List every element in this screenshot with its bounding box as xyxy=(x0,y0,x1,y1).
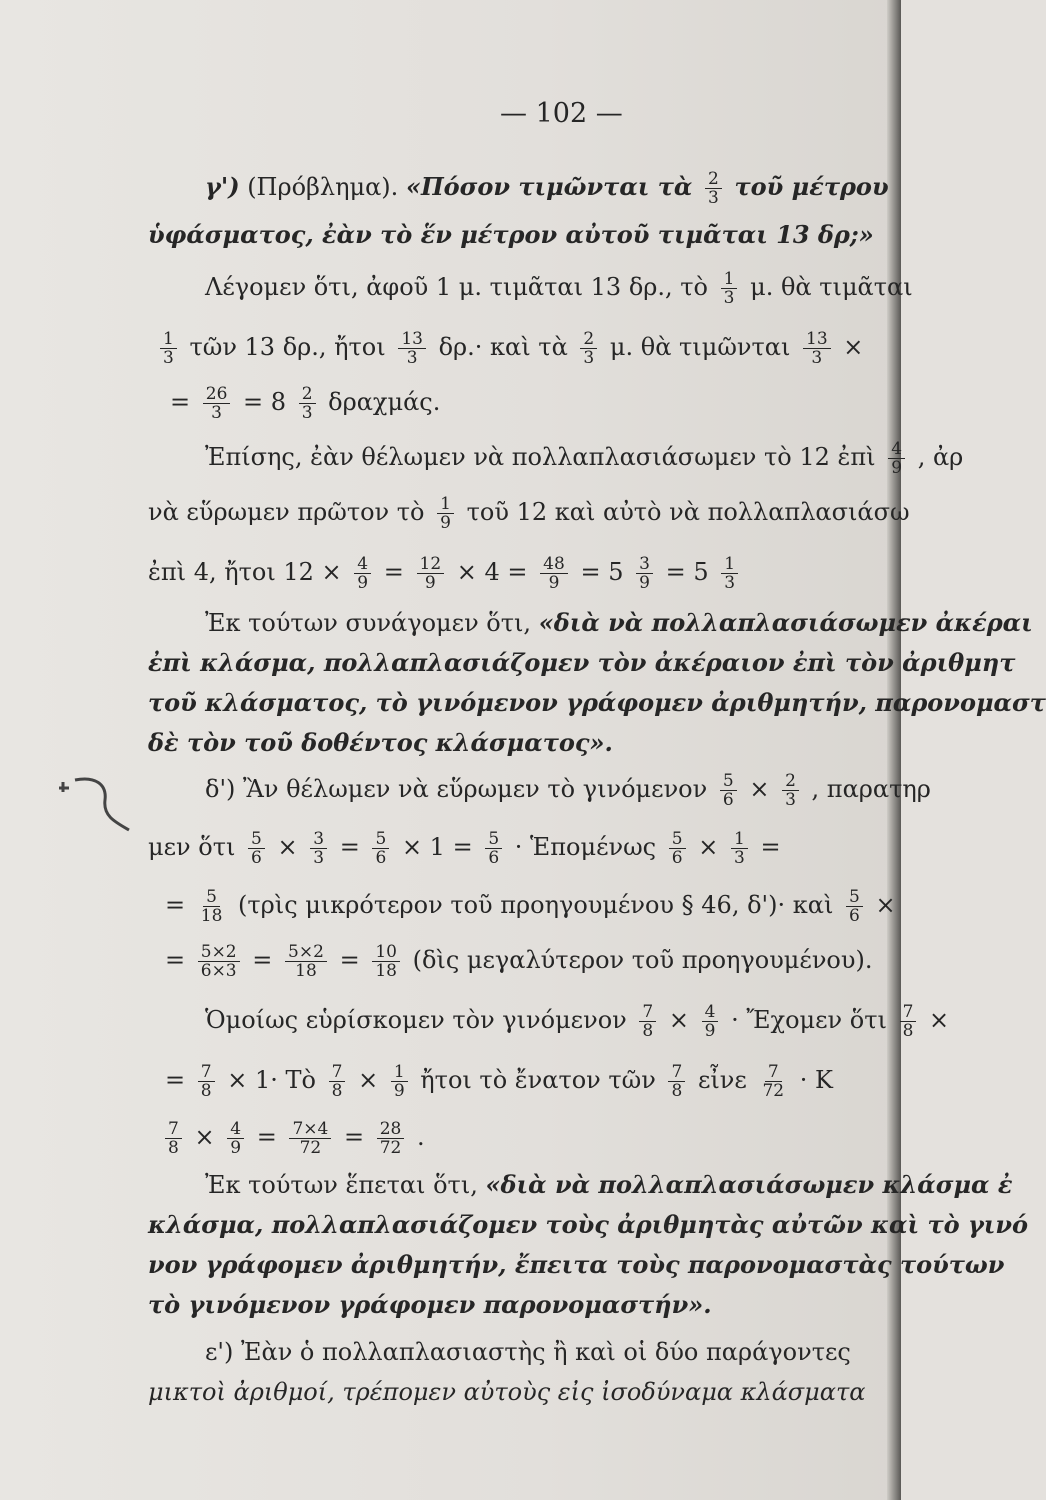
text-span: × 1· Τὸ xyxy=(227,1066,316,1094)
numerator: 7 xyxy=(668,1063,685,1082)
text-span: × 4 = xyxy=(456,558,528,586)
denominator: 9 xyxy=(440,513,451,533)
denominator: 3 xyxy=(785,790,796,810)
text-span: , παρατηρ xyxy=(811,775,931,803)
fraction xyxy=(540,555,568,592)
numerator: 5×2 xyxy=(198,943,240,962)
denominator: 3 xyxy=(313,848,325,868)
denominator: 8 xyxy=(331,1081,343,1101)
text-line xyxy=(205,170,889,207)
text-span: = xyxy=(165,1066,186,1094)
fraction xyxy=(900,1003,917,1040)
text-span: = xyxy=(383,558,404,586)
denominator: 6 xyxy=(488,848,500,868)
text-line xyxy=(160,1120,425,1157)
denominator: 3 xyxy=(811,348,823,368)
page-number: — 102 — xyxy=(500,98,623,129)
numerator: 5 xyxy=(846,888,863,907)
denominator: 8 xyxy=(671,1081,683,1101)
text-span: × xyxy=(749,775,770,803)
denominator: 6 xyxy=(671,848,683,868)
fraction xyxy=(203,385,231,422)
text-span: × xyxy=(668,1006,689,1034)
denominator: 8 xyxy=(168,1138,179,1158)
numerator: 48 xyxy=(540,555,568,574)
denominator: 9 xyxy=(639,573,650,593)
text-span: = xyxy=(339,833,360,861)
denominator: 9 xyxy=(704,1021,716,1041)
text-span: = xyxy=(343,1123,365,1151)
text-span: = xyxy=(256,1123,277,1151)
text-line: ὑφάσματος, ἐὰν τὸ ἕν μέτρον αὐτοῦ τιμᾶται 13 δρ;» xyxy=(148,220,874,249)
text-line xyxy=(148,830,781,867)
text-span: · Ἑπομένως xyxy=(514,833,657,861)
numerator: 10 xyxy=(372,943,400,962)
text-line xyxy=(205,1003,949,1040)
fraction xyxy=(160,330,177,367)
numerator: 3 xyxy=(310,830,327,849)
text-span: μ. θὰ τιμᾶται xyxy=(750,273,913,301)
fraction xyxy=(782,772,799,809)
fraction xyxy=(639,1003,656,1040)
text-span: δραχμάς. xyxy=(328,388,441,416)
numerator: 2 xyxy=(782,772,799,791)
denominator: 6 xyxy=(722,790,734,810)
text-span: = 5 xyxy=(665,558,709,586)
numerator: 12 xyxy=(417,555,445,574)
denominator: 3 xyxy=(163,348,174,368)
denominator: 6 xyxy=(849,906,860,926)
fraction xyxy=(198,888,226,925)
numerator: 28 xyxy=(377,1120,405,1139)
numerator: 5 xyxy=(669,830,686,849)
numerator: 1 xyxy=(437,495,454,514)
denominator: 3 xyxy=(583,348,595,368)
numerator: 13 xyxy=(803,330,831,349)
text-line: κλάσμα, πολλαπλασιάζομεν τοὺς ἀριθμητὰς αὐτῶν καὶ τὸ γινό xyxy=(148,1210,1029,1239)
text-line xyxy=(170,385,440,422)
fraction xyxy=(720,772,737,809)
denominator: 3 xyxy=(724,573,736,593)
numerator: 26 xyxy=(203,385,231,404)
fraction xyxy=(731,830,748,867)
denominator: 3 xyxy=(301,403,313,423)
numerator: 1 xyxy=(721,555,738,574)
text-span: δρ.· καὶ τὰ xyxy=(438,333,568,361)
text-line: τὸ γινόμενον γράφομεν παρονομαστήν». xyxy=(148,1290,712,1319)
numerator: 7×4 xyxy=(289,1120,331,1139)
text-line: τοῦ κλάσματος, τὸ γινόμενον γράφομεν ἀριθμητήν, παρονομαστ xyxy=(148,688,1046,717)
text-span: × xyxy=(929,1006,950,1034)
text-line xyxy=(205,608,1033,638)
numerator: 4 xyxy=(354,555,371,574)
text-line xyxy=(148,495,910,532)
text-span: ἤτοι τὸ ἔνατον τῶν xyxy=(420,1066,656,1094)
handwritten-margin-mark xyxy=(55,770,135,840)
text-line xyxy=(205,270,913,307)
denominator: 3 xyxy=(733,848,745,868)
text-span: Ἐπίσης, ἐὰν θέλωμεν νὰ πολλαπλασιάσωμεν τὸ 12 ἐπὶ xyxy=(205,443,876,471)
denominator: 18 xyxy=(375,961,397,981)
fraction xyxy=(377,1120,405,1157)
text-span: × xyxy=(358,1066,379,1094)
fraction xyxy=(580,330,597,367)
fraction xyxy=(289,1120,331,1157)
text-line xyxy=(165,888,896,925)
denominator: 72 xyxy=(379,1138,402,1158)
numerator: 5 xyxy=(720,772,737,791)
text-span: = xyxy=(339,946,360,974)
text-span: = xyxy=(170,388,191,416)
denominator: 18 xyxy=(200,906,223,926)
text-line: ε') Ἐὰν ὁ πολλαπλασιαστὴς ἢ καὶ οἱ δύο παράγοντες xyxy=(205,1338,851,1366)
fraction xyxy=(329,1063,346,1100)
fraction xyxy=(705,170,722,207)
fraction xyxy=(165,1120,182,1157)
denominator: 18 xyxy=(295,961,317,981)
numerator: 4 xyxy=(888,440,905,459)
numerator: 7 xyxy=(165,1120,182,1139)
text-span: Ἐκ τούτων ἕπεται ὅτι, xyxy=(205,1171,478,1199)
numerator: 5×2 xyxy=(285,943,327,962)
denominator: 9 xyxy=(357,573,369,593)
denominator: 8 xyxy=(200,1081,212,1101)
numerator: 4 xyxy=(227,1120,244,1139)
text-span: τοῦ μέτρου xyxy=(734,172,889,201)
text-span: × xyxy=(277,833,298,861)
text-span: «διὰ νὰ πολλαπλασιάσωμεν κλάσμα ἐ xyxy=(485,1170,1013,1199)
numerator: 5 xyxy=(485,830,502,849)
text-span: , ἀρ xyxy=(917,443,964,471)
fraction xyxy=(372,943,400,980)
text-span: × xyxy=(698,833,719,861)
numerator: 4 xyxy=(702,1003,719,1022)
text-span: = xyxy=(252,946,273,974)
fraction xyxy=(227,1120,244,1157)
denominator: 6 xyxy=(375,848,387,868)
fraction xyxy=(198,1063,215,1100)
text-span: «διὰ νὰ πολλαπλασιάσωμεν ἀκέραι xyxy=(538,608,1033,637)
fraction xyxy=(759,1063,787,1100)
fraction xyxy=(485,830,502,867)
denominator: 9 xyxy=(424,573,436,593)
text-span: νὰ εὕρωμεν πρῶτον τὸ xyxy=(148,498,425,526)
fraction xyxy=(803,330,831,367)
text-span: . xyxy=(417,1123,425,1151)
fraction xyxy=(310,830,327,867)
denominator: 8 xyxy=(642,1021,654,1041)
denominator: 9 xyxy=(230,1138,242,1158)
text-span: × xyxy=(194,1123,215,1151)
text-span: Ἐκ τούτων συνάγομεν ὅτι, xyxy=(205,609,532,637)
numerator: 5 xyxy=(248,830,265,849)
fraction xyxy=(299,385,316,422)
text-line: ἐπὶ κλάσμα, πολλαπλασιάζομεν τὸν ἀκέραιον ἐπὶ τὸν ἀριθμητ xyxy=(148,648,1016,677)
denominator: 8 xyxy=(902,1021,914,1041)
text-span: δ') Ἂν θέλωμεν νὰ εὕρωμεν τὸ γινόμενον xyxy=(205,775,708,803)
text-span: (Πρόβλημα). xyxy=(247,173,399,201)
numerator: 7 xyxy=(900,1003,917,1022)
fraction xyxy=(372,830,389,867)
fraction xyxy=(669,830,686,867)
text-span: = xyxy=(165,891,186,919)
denominator: 9 xyxy=(548,573,560,593)
fraction xyxy=(285,943,327,980)
numerator: 1 xyxy=(731,830,748,849)
text-span: ἐπὶ 4, ἤτοι 12 × xyxy=(148,558,342,586)
text-line xyxy=(205,772,931,809)
text-span: = 5 xyxy=(580,558,624,586)
denominator: 6 xyxy=(251,848,262,868)
text-line xyxy=(205,440,963,477)
denominator: 72 xyxy=(762,1081,785,1101)
text-span: · Κ xyxy=(799,1066,833,1094)
fraction xyxy=(398,330,426,367)
fraction xyxy=(721,270,738,307)
fraction xyxy=(437,495,454,532)
text-span: εἶνε xyxy=(697,1066,747,1094)
fraction xyxy=(636,555,653,592)
text-line: μικτοὶ ἀριθμοί, τρέπομεν αὐτοὺς εἰς ἰσοδύναμα κλάσματα xyxy=(148,1378,866,1406)
numerator: 5 xyxy=(203,888,220,907)
text-span: × 1 = xyxy=(401,833,473,861)
numerator: 7 xyxy=(639,1003,656,1022)
text-line: νον γράφομεν ἀριθμητήν, ἔπειτα τοὺς παρονομαστὰς τούτων xyxy=(148,1250,1005,1279)
text-line xyxy=(165,943,872,980)
fraction xyxy=(417,555,445,592)
numerator: 3 xyxy=(636,555,653,574)
text-line xyxy=(155,330,863,367)
numerator: 7 xyxy=(198,1063,215,1082)
numerator: 5 xyxy=(372,830,389,849)
text-line xyxy=(148,555,743,592)
numerator: 2 xyxy=(580,330,597,349)
fraction xyxy=(198,943,240,980)
text-span: · Ἔχομεν ὅτι xyxy=(731,1006,887,1034)
text-line xyxy=(165,1063,833,1100)
fraction xyxy=(846,888,863,925)
denominator: 9 xyxy=(891,458,903,478)
fraction xyxy=(354,555,371,592)
text-span: = 8 xyxy=(243,388,287,416)
text-span: × xyxy=(875,891,896,919)
fraction xyxy=(668,1063,685,1100)
fraction xyxy=(391,1063,408,1100)
text-span: (τρὶς μικρότερον τοῦ προηγουμένου § 46, δ')· καὶ xyxy=(238,891,834,919)
text-span: «Πόσον τιμῶνται τὰ xyxy=(405,172,693,201)
text-span: (δὶς μεγαλύτερον τοῦ προηγουμένου). xyxy=(412,946,873,974)
text-span: × xyxy=(843,333,864,361)
numerator: 2 xyxy=(705,170,722,189)
text-span: τῶν 13 δρ., ἤτοι xyxy=(189,333,386,361)
fraction xyxy=(888,440,905,477)
fraction xyxy=(702,1003,719,1040)
denominator: 3 xyxy=(406,348,418,368)
denominator: 9 xyxy=(393,1081,405,1101)
text-span: μεν ὅτι xyxy=(148,833,236,861)
fraction xyxy=(248,830,265,867)
section-label: γ') xyxy=(205,172,240,201)
text-line: δὲ τὸν τοῦ δοθέντος κλάσματος». xyxy=(148,728,613,757)
denominator: 3 xyxy=(708,188,719,208)
numerator: 2 xyxy=(299,385,316,404)
numerator: 1 xyxy=(160,330,177,349)
numerator: 7 xyxy=(329,1063,346,1082)
text-span: Ὁμοίως εὑρίσκομεν τὸν γινόμενον xyxy=(205,1006,627,1034)
text-span: Λέγομεν ὅτι, ἀφοῦ 1 μ. τιμᾶται 13 δρ., τὸ xyxy=(205,273,708,301)
numerator: 7 xyxy=(765,1063,782,1082)
text-span: τοῦ 12 καὶ αὐτὸ νὰ πολλαπλασιάσω xyxy=(466,498,910,526)
text-line xyxy=(205,1170,1012,1200)
text-span: = xyxy=(165,946,186,974)
denominator: 3 xyxy=(211,403,222,423)
denominator: 3 xyxy=(723,288,735,308)
text-span: μ. θὰ τιμῶνται xyxy=(609,333,791,361)
numerator: 1 xyxy=(721,270,738,289)
fraction xyxy=(721,555,738,592)
numerator: 1 xyxy=(391,1063,408,1082)
denominator: 6×3 xyxy=(200,961,237,981)
denominator: 72 xyxy=(299,1138,322,1158)
numerator: 13 xyxy=(398,330,426,349)
text-span: = xyxy=(760,833,781,861)
